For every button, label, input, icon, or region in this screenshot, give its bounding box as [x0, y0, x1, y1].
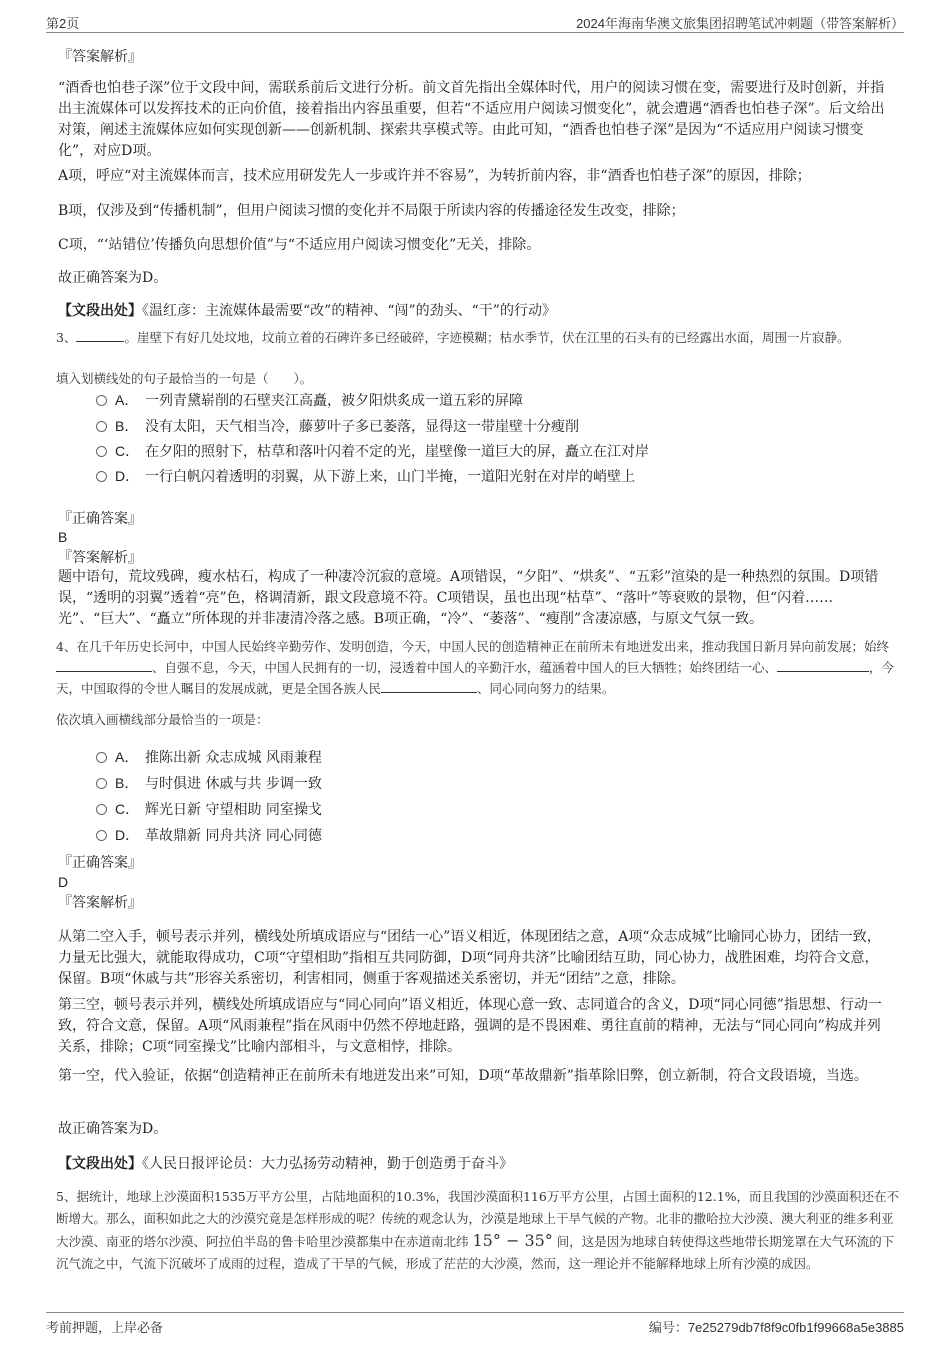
option-text: 一行白帆闪着透明的羽翼，从下游上来，山门半掩，一道阳光射在对岸的峭壁上 — [145, 469, 635, 485]
radio-icon[interactable] — [96, 446, 107, 457]
question-number: 4、 — [56, 639, 77, 654]
analysis-option-c: C项，“‘站错位’传播负向思想价值”与“不适应用户阅读习惯变化”无关，排除。 — [58, 237, 541, 253]
fill-blank — [56, 659, 152, 672]
option-c[interactable] — [96, 440, 856, 462]
document-title: 2024年海南华澳文旅集团招聘笔试冲刺题（带答案解析） — [576, 16, 904, 31]
option-key: A． — [115, 392, 139, 408]
option-d[interactable] — [96, 824, 856, 846]
analysis-paragraph: 第三空，顿号表示并列，横线处所填成语应与“同心同向”语义相近，体现心意一致、志同道合的含义，D项“同心同德”指思想、行动一致，符合文意，保留。A项“风雨兼程”指在风雨中仍然不停地赶路，强调的是不畏困难、勇往直前的精神，无法与“同心同向”构成并列关系，排除；C项“同室操戈”比喻内部相斗，与文意相悖，排除。 — [58, 997, 882, 1055]
document-id: 编号：7e25279db7f8f9c0fb1f99668a5e3885 — [648, 1320, 904, 1335]
question-number: 3、 — [56, 330, 77, 345]
final-answer: 故正确答案为D。 — [58, 1121, 168, 1137]
correct-answer: D — [58, 874, 69, 890]
analysis-label: 『答案解析』 — [58, 49, 142, 65]
source-label: 【文段出处】 — [58, 1156, 142, 1172]
page-number: 第2页 — [46, 16, 80, 31]
source-label: 【文段出处】 — [58, 303, 142, 319]
question-text: 在几千年历史长河中，中国人民始终辛勤劳作、发明创造，今天，中国人民的创造精神正在前所未有地迸发出来，推动我国日新月异向前发展；始终 — [76, 639, 889, 654]
analysis-option-a: A项，呼应“对主流媒体而言，技术应用研发先人一步或许并不容易”，为转折前内容，非“酒香也怕巷子深”的原因，排除； — [58, 168, 811, 184]
option-b[interactable] — [96, 772, 856, 794]
option-key: B． — [115, 418, 139, 434]
option-text: 在夕阳的照射下，枯草和落叶闪着不定的光，崖壁像一道巨大的屏，矗立在江对岸 — [145, 444, 649, 460]
source-title: 《人民日报评论员：大力弘扬劳动精神，勤于创造勇于奋斗》 — [142, 1156, 513, 1172]
fill-blank — [777, 659, 869, 672]
option-text: 与时俱进 休戚与共 步调一致 — [145, 776, 322, 792]
source — [58, 1154, 888, 1175]
question-text: 据统计，地球上沙漠面积1535万平方公里，占陆地面积的10.3%，我国沙漠面积116万平方公里，占国土面积的12.1%，而且我国的沙漠面积还在不断增大。那么，面积如此之大的沙漠究竟是怎样形成的呢？传统的观念认为，沙漠是地球上干旱气候的产物。北非的撒哈拉大沙漠、澳大利亚的维多利亚大沙漠、南亚的塔尔沙漠、阿拉伯半岛的鲁卡哈里沙漠都集中在赤道南北纬 — [56, 1189, 900, 1249]
option-key: C． — [115, 443, 140, 459]
analysis-paragraph: 从第二空入手，顿号表示并列，横线处所填成语应与“团结一心”语义相近，体现团结之意，A项“众志成城”比喻同心协力，团结一致，力量无比强大，就能取得成功，C项“守望相助”指相互共同防御，D项“同舟共济”比喻团结互助，同心协力，战胜困难，均符合文意，保留。B项“休戚与共”形容关系密切，利害相同，侧重于客观描述关系密切，并无“团结”之意，排除。 — [58, 929, 881, 987]
option-text: 推陈出新 众志成城 风雨兼程 — [145, 750, 322, 766]
question-3-stem — [56, 327, 901, 348]
question-4-stem — [56, 636, 901, 699]
option-text: 辉光日新 守望相助 同室操戈 — [145, 802, 322, 818]
radio-icon[interactable] — [96, 752, 107, 763]
analysis-option-b: B项，仅涉及到“传播机制”，但用户阅读习惯的变化并不局限于所读内容的传播途径发生改变，排除； — [58, 203, 685, 219]
footer-slogan: 考前押题，上岸必备 — [46, 1320, 164, 1335]
option-d[interactable] — [96, 465, 856, 487]
option-text: 没有太阳，天气相当冷，藤萝叶子多已萎落，显得这一带崖壁十分瘦削 — [145, 419, 579, 435]
page-header — [46, 10, 904, 33]
correct-answer: B — [58, 529, 68, 545]
option-c[interactable] — [96, 798, 856, 820]
radio-icon[interactable] — [96, 830, 107, 841]
option-b[interactable] — [96, 415, 856, 437]
radio-icon[interactable] — [96, 778, 107, 789]
option-key: D． — [115, 468, 140, 484]
question-text: 间，这是因为地球自转使得这些地带长期笼罩在大气环流的下沉气流之中，气流下沉破坏了成雨的过程，造成了干旱的气候，形成了茫茫的大沙漠，然而，这一理论并不能解释地球上所有沙漠的成因。 — [56, 1234, 895, 1271]
option-key: C． — [115, 801, 140, 817]
radio-icon[interactable] — [96, 395, 107, 406]
analysis-label: 『答案解析』 — [58, 550, 142, 566]
fill-blank — [381, 680, 477, 693]
radio-icon[interactable] — [96, 804, 107, 815]
source-title: 《温红彦：主流媒体最需要“改”的精神、“闯”的劲头、“干”的行动》 — [142, 303, 556, 319]
radio-icon[interactable] — [96, 421, 107, 432]
source — [58, 301, 888, 322]
analysis-paragraph: 题中语句，荒坟残碑，瘦水枯石，构成了一种凄冷沉寂的意境。A项错误，“夕阳”、“烘炙”、“五彩”渲染的是一种热烈的氛围。D项错误，“透明的羽翼”透着“亮”色，格调清新，跟文段意境不符。C项错误，虽也出现“枯草”、“落叶”等衰败的景物，但“闪着……光”、“巨大”、“矗立”所体现的并非凄清冷落之感。B项正确，“冷”、“萎落”、“瘦削”含凄凉感，与原文气氛一致。 — [58, 569, 879, 627]
question-text: 。崖壁下有好几处坟地，坟前立着的石碑许多已经破碎，字迹模糊；枯水季节，伏在江里的石头有的已经露出水面，周围一片寂静。 — [124, 330, 850, 345]
question-number: 5、 — [56, 1189, 77, 1204]
question-text: 、自强不息，今天，中国人民拥有的一切，浸透着中国人的辛勤汗水，蕴涵着中国人的巨大牺牲；始终团结一心、 — [152, 660, 778, 675]
correct-answer-label: 『正确答案』 — [58, 855, 142, 871]
option-a[interactable] — [96, 389, 856, 411]
final-answer: 故正确答案为D。 — [58, 270, 168, 286]
analysis-paragraph: 第一空，代入验证，依据“创造精神正在前所未有地迸发出来”可知，D项“革故鼎新”指革除旧弊，创立新制，符合文段语境，当选。 — [58, 1068, 868, 1084]
correct-answer-label: 『正确答案』 — [58, 511, 142, 527]
option-key: D． — [115, 827, 140, 843]
analysis-paragraph: “酒香也怕巷子深”位于文段中间，需联系前后文进行分析。前文首先指出全媒体时代，用户的阅读习惯在变，需要进行及时创新，并指出主流媒体可以发挥技术的正向价值，接着指出内容虽重要，但若“不适应用户阅读习惯变化”，就会遭遇“酒香也怕巷子深”。后文给出对策，阐述主流媒体应如何实现创新——创新机制、探索共享模式等。由此可知，“酒香也怕巷子深”是因为“不适应用户阅读习惯变化”，对应D项。 — [58, 80, 885, 159]
analysis-label: 『答案解析』 — [58, 895, 142, 911]
option-text: 革故鼎新 同舟共济 同心同德 — [145, 828, 322, 844]
radio-icon[interactable] — [96, 471, 107, 482]
question-text: 、同心同向努力的结果。 — [477, 681, 615, 696]
option-key: A． — [115, 749, 139, 765]
latitude-range: 15° − 35° — [472, 1231, 553, 1250]
page-footer — [46, 1312, 904, 1337]
question-5-stem — [56, 1186, 901, 1275]
option-text: 一列青黛崭削的石壁夹江高矗，被夕阳烘炙成一道五彩的屏障 — [145, 393, 523, 409]
question-text: ，今天，中国取得的令世人瞩目的发展成就，更是全国各族人民 — [56, 660, 895, 696]
fill-blank — [76, 329, 124, 342]
question-4-ask: 依次填入画横线部分最恰当的一项是： — [56, 712, 269, 727]
option-key: B． — [115, 775, 139, 791]
question-3-ask: 填入划横线处的句子最恰当的一句是（ ）。 — [56, 371, 313, 386]
option-a[interactable] — [96, 746, 856, 768]
